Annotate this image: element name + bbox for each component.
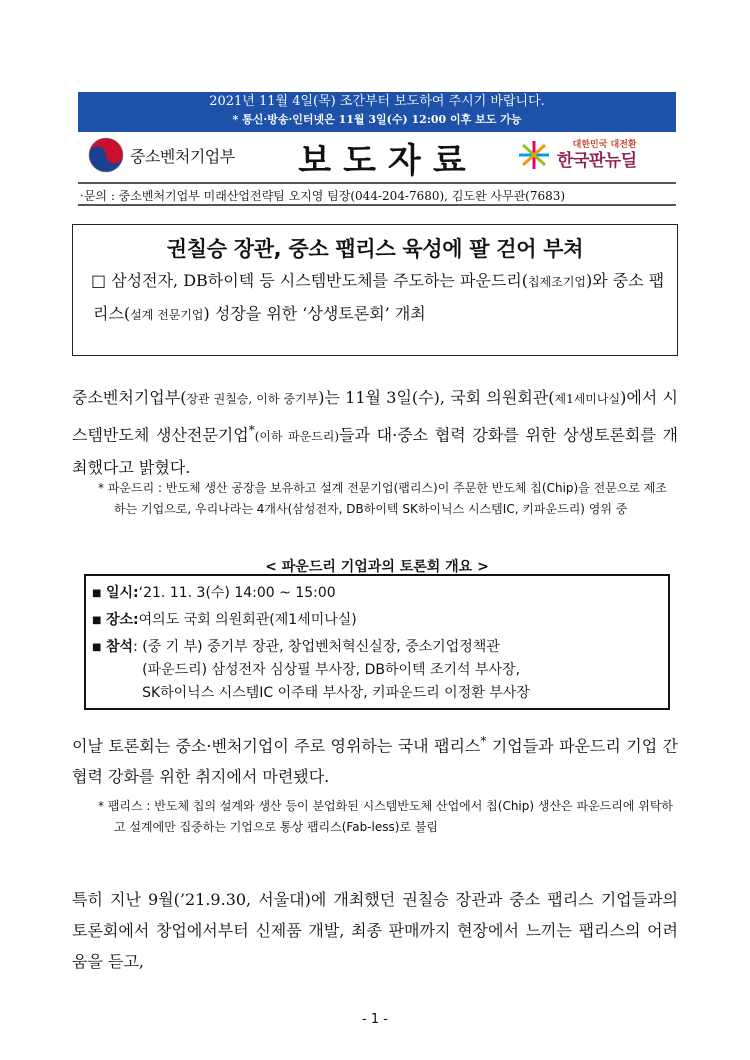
para1-aside-b: 제1세미나실 <box>554 392 621 406</box>
embargo-banner <box>78 92 676 132</box>
korean-new-deal-logo <box>515 139 637 171</box>
headline-box <box>72 224 678 356</box>
taeguk-emblem-icon <box>88 137 124 173</box>
event-date-label: 일시: <box>106 585 139 601</box>
contact-info: ·문의 : 중소벤처기업부 미래산업전략팀 오지영 팀장(044-204-7680), 김도완 사무관(7683) <box>78 182 676 206</box>
square-bullet: □ <box>91 271 107 290</box>
para1-text-a: 중소벤처기업부( <box>72 388 187 407</box>
footnote-fabless <box>98 796 678 838</box>
new-deal-name: 한국판뉴딜 <box>557 150 637 171</box>
para1-aside-a: 장관 권칠승, 이하 중기부 <box>186 392 319 406</box>
event-box-title: < 파운드리 기업과의 토론회 개요 > <box>265 559 489 575</box>
headline: 권칠승 장관, 중소 팹리스 육성에 팔 걷어 부쳐 <box>166 237 584 261</box>
ministry-logo <box>88 137 235 173</box>
footnote-fabless-text: * 팹리스 : 반도체 칩의 설계와 생산 등이 분업화된 시스템반도체 산업에서 칩(Chip) 생산은 파운드리에 위탁하고 설계에만 집중하는 기업으로 통상 팹리스(Fab-less)로 불림 <box>98 799 674 834</box>
event-date-value: ‘21. 11. 3(수) 14:00 ~ 15:00 <box>138 585 336 601</box>
para2-text-b: 기업들과 파운드리 기업 간 협력 강화를 위한 취지에서 마련됐다. <box>72 736 678 787</box>
paragraph-1 <box>72 382 678 483</box>
ministry-name: 중소벤처기업부 <box>130 146 235 166</box>
press-header <box>78 135 676 179</box>
footnote-foundry-text: * 파운드리 : 반도체 생산 공장을 보유하고 설계 전문기업(팹리스)이 주문한 반도체 칩(Chip)을 전문으로 제조하는 기업으로, 우리나라는 4개사(삼성전자, DB하이텍 SK하이닉스 시스템IC, 키파운드리) 영위 중 <box>98 481 667 516</box>
summary-small-2: 설계 전문기업 <box>130 308 204 322</box>
page-number: - 1 - <box>362 1012 388 1027</box>
para1-text-c: )에서 시스템반도체 생산전문기업 <box>72 388 678 445</box>
summary-text <box>93 265 665 331</box>
event-attendees-row <box>92 636 668 705</box>
paragraph-3: 특히 지난 9월(’21.9.30, 서울대)에 개최했던 권칠승 장관과 중소 팹리스 기업들과의 토론회에서 창업에서부터 신제품 개발, 최종 판매까지 현장에서 느끼는 팹리스의 어려움을 듣고, <box>72 890 678 971</box>
new-deal-slogan: 대한민국 대전환 <box>572 139 637 150</box>
square-bullet-icon: ■ <box>92 642 102 653</box>
summary-small-1: 칩제조기업 <box>528 275 587 289</box>
summary-part-3: ) 성장을 위한 ‘상생토론회’ 개최 <box>203 304 426 323</box>
event-attendees-label: 참석 <box>106 639 134 655</box>
square-bullet-icon: ■ <box>92 588 102 599</box>
event-place-label: 장소: <box>106 612 139 628</box>
attendees-ministry: : (중 기 부) 중기부 장관, 창업벤처혁신실장, 중소기업정책관 <box>133 639 500 655</box>
event-date-row <box>92 582 668 605</box>
para1-footnote-mark: * <box>248 423 255 437</box>
embargo-line-2: * 통신·방송·인터넷은 11월 3일(수) 12:00 이후 보도 가능 <box>232 113 522 126</box>
para1-aside-c: (이하 파운드리) <box>254 429 340 444</box>
para2-text-a: 이날 토론회는 중소·벤처기업이 주로 영위하는 국내 팹리스 <box>72 736 481 756</box>
press-release-title: 보도자료 <box>298 141 478 181</box>
event-place-row <box>92 609 668 632</box>
new-deal-star-icon <box>515 139 553 171</box>
event-place-value: 여의도 국회 의원회관(제1세미나실) <box>138 612 357 628</box>
footnote-foundry <box>98 478 678 520</box>
paragraph-2 <box>72 726 678 792</box>
embargo-line-1: 2021년 11월 4일(목) 조간부터 보도하여 주시기 바랍니다. <box>209 94 545 109</box>
para2-footnote-mark: * <box>480 734 487 748</box>
event-overview-box <box>84 574 670 710</box>
para1-text-d: 들과 대·중소 협력 강화를 위한 상생토론회를 개최했다고 밝혔다. <box>72 425 678 478</box>
attendees-foundry-2: SK하이닉스 시스템IC 이주태 부사장, 키파운드리 이정환 부사장 <box>142 685 530 701</box>
attendees-foundry-1: (파운드리) 삼성전자 심상필 부사장, DB하이텍 조기석 부사장, <box>142 662 521 678</box>
summary-part-2: )와 중소 팹리스( <box>93 271 665 323</box>
para1-text-b: )는 11월 3일(수), 국회 의원회관( <box>318 388 555 407</box>
square-bullet-icon: ■ <box>92 615 102 626</box>
summary-part-1: 삼성전자, DB하이텍 등 시스템반도체를 주도하는 파운드리( <box>106 271 529 290</box>
